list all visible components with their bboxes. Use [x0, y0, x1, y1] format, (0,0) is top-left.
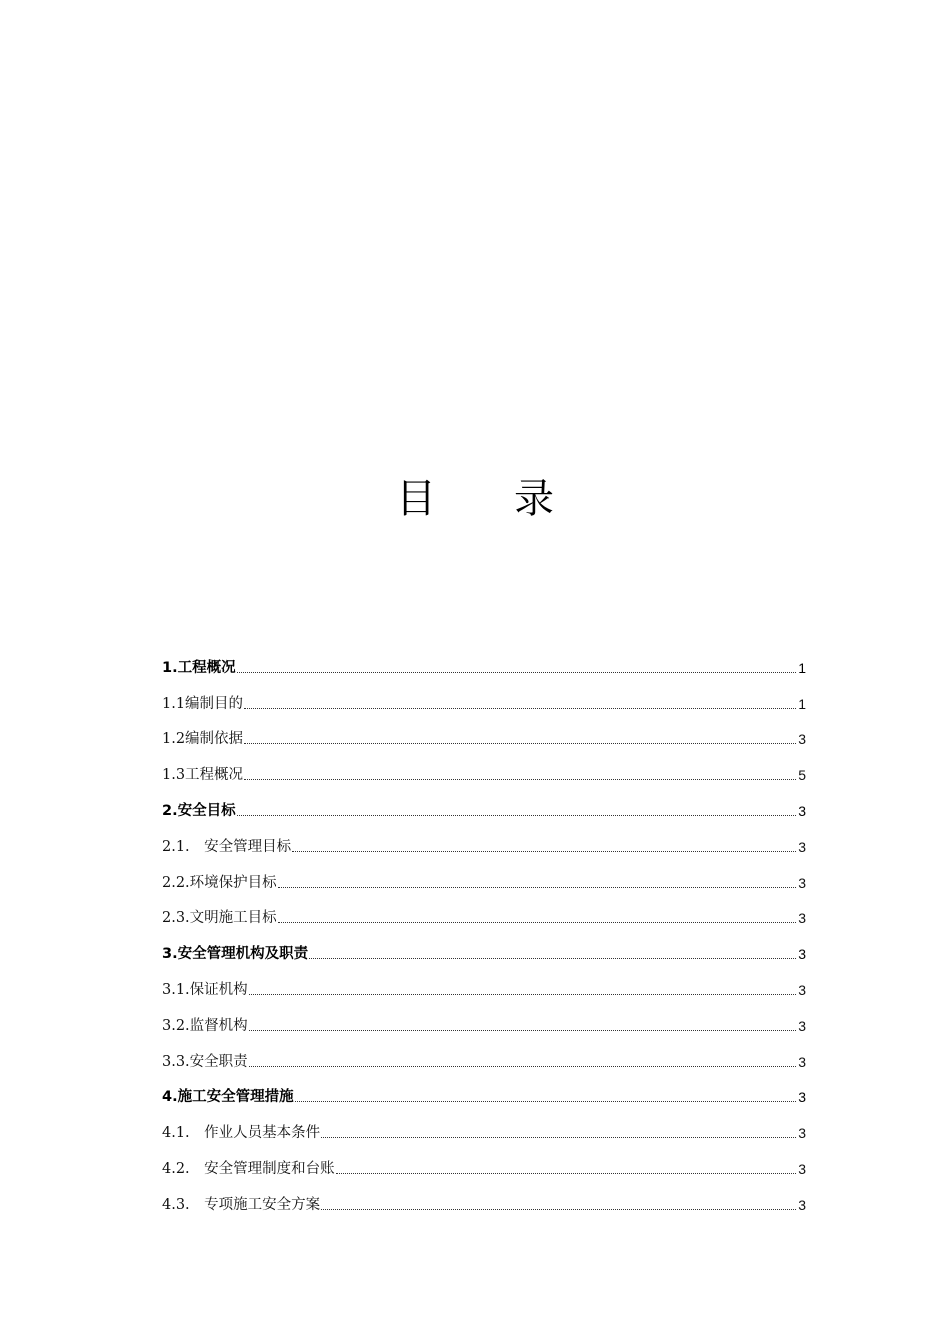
toc-entry-label: 4.1. 作业人员基本条件 [162, 1125, 321, 1142]
toc-entry-label: 3.2.监督机构 [162, 1017, 248, 1034]
toc-entry-page-number: 3 [798, 731, 806, 748]
toc-entry-label: 3.安全管理机构及职责 [162, 946, 309, 963]
toc-entry-label: 3.3.安全职责 [162, 1053, 248, 1070]
toc-entry[interactable] [162, 642, 806, 678]
toc-entry-label: 4.2. 安全管理制度和台账 [162, 1160, 335, 1177]
toc-entry-page-number: 3 [798, 1125, 806, 1142]
toc-entry-page-number: 1 [798, 695, 806, 712]
toc-dot-leader [244, 708, 796, 709]
table-of-contents [162, 642, 806, 1215]
toc-heading-char-2: 录 [514, 476, 554, 522]
toc-dot-leader [278, 887, 797, 888]
toc-entry-label: 1.3工程概况 [162, 767, 244, 784]
toc-entry-label: 4.3. 专项施工安全方案 [162, 1196, 321, 1213]
toc-entry[interactable] [162, 928, 806, 964]
toc-entry[interactable] [162, 749, 806, 785]
toc-heading-char-1: 目 [396, 476, 436, 522]
toc-entry-label: 2.2.环境保护目标 [162, 874, 277, 891]
toc-entry[interactable] [162, 893, 806, 929]
toc-entry-page-number: 3 [798, 1160, 806, 1177]
toc-dot-leader [336, 1173, 797, 1174]
toc-entry-page-number: 5 [798, 767, 806, 784]
toc-dot-leader [321, 1209, 796, 1210]
toc-dot-leader [278, 922, 797, 923]
toc-dot-leader [292, 851, 796, 852]
toc-entry-page-number: 1 [798, 659, 806, 676]
toc-entry-page-number: 3 [798, 838, 806, 855]
toc-dot-leader [249, 994, 797, 995]
toc-entry-label: 1.2编制依据 [162, 731, 244, 748]
toc-entry[interactable] [162, 821, 806, 857]
toc-entry-label: 1.1编制目的 [162, 695, 244, 712]
toc-dot-leader [244, 779, 796, 780]
toc-entry-label: 3.1.保证机构 [162, 981, 248, 998]
toc-entry[interactable] [162, 714, 806, 750]
toc-dot-leader [321, 1137, 796, 1138]
toc-entry[interactable] [162, 785, 806, 821]
toc-entry[interactable] [162, 1179, 806, 1215]
toc-entry-label: 2.安全目标 [162, 802, 236, 819]
toc-entry-page-number: 3 [798, 946, 806, 963]
toc-entry-page-number: 3 [798, 1053, 806, 1070]
toc-entry-label: 2.1. 安全管理目标 [162, 838, 292, 855]
toc-entry[interactable] [162, 1107, 806, 1143]
toc-entry[interactable] [162, 1072, 806, 1108]
toc-dot-leader [249, 1030, 797, 1031]
toc-dot-leader [237, 815, 797, 816]
toc-dot-leader [237, 672, 797, 673]
toc-entry-page-number: 3 [798, 1089, 806, 1106]
toc-entry-label: 2.3.文明施工目标 [162, 910, 277, 927]
toc-entry[interactable] [162, 857, 806, 893]
toc-entry[interactable] [162, 1000, 806, 1036]
toc-heading [0, 472, 950, 526]
toc-entry-page-number: 3 [798, 1196, 806, 1213]
toc-entry[interactable] [162, 964, 806, 1000]
toc-dot-leader [309, 958, 796, 959]
toc-dot-leader [249, 1066, 797, 1067]
toc-entry[interactable] [162, 1036, 806, 1072]
toc-entry-label: 1.工程概况 [162, 659, 236, 676]
toc-entry[interactable] [162, 678, 806, 714]
toc-dot-leader [244, 743, 796, 744]
toc-dot-leader [295, 1101, 797, 1102]
toc-entry-page-number: 3 [798, 981, 806, 998]
toc-entry[interactable] [162, 1143, 806, 1179]
toc-entry-page-number: 3 [798, 910, 806, 927]
toc-entry-page-number: 3 [798, 874, 806, 891]
toc-entry-page-number: 3 [798, 802, 806, 819]
toc-entry-label: 4.施工安全管理措施 [162, 1089, 294, 1106]
toc-entry-page-number: 3 [798, 1017, 806, 1034]
